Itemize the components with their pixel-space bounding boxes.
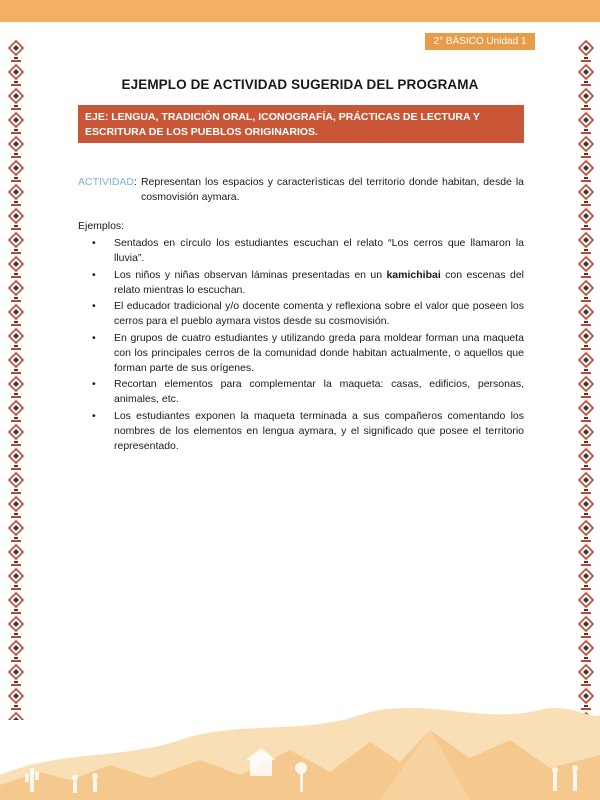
- ejemplos-title: Ejemplos:: [78, 220, 125, 232]
- unit-badge: 2° BÁSICO Unidad 1: [425, 33, 535, 50]
- top-band: [0, 0, 600, 22]
- actividad-block: [78, 175, 524, 204]
- ejemplos-list: [78, 236, 524, 455]
- actividad-label-wrap: [78, 175, 137, 204]
- actividad-separator: :: [134, 176, 137, 188]
- list-item: • El educador tradicional y/o docente comenta y reflexiona sobre el valor que poseen los cerros para el pueblo aymara vistos desde su cosmovisión.: [78, 299, 524, 329]
- eje-box: EJE: LENGUA, TRADICIÓN ORAL, ICONOGRAFÍA, PRÁCTICAS DE LECTURA Y ESCRITURA DE LOS PUEBLOS ORIGINARIOS.: [78, 105, 524, 143]
- list-item: • Sentados en círculo los estudiantes escuchan el relato “Los cerros que llamaron la lluvia”.: [78, 236, 524, 266]
- footer-landscape-illustration: [0, 680, 600, 800]
- list-item: • Recortan elementos para complementar la maqueta: casas, edificios, personas, animales, etc.: [78, 377, 524, 407]
- actividad-text: Representan los espacios y características del territorio donde habitan, desde la cosmovisión aymara.: [140, 176, 524, 203]
- list-item-text: con escenas del relato mientras lo escuchan.: [114, 268, 524, 296]
- right-decorative-border: [577, 40, 595, 720]
- list-item: • Los estudiantes exponen la maqueta terminada a sus compañeros comentando los nombres de los elementos en lengua aymara, y el significado que posee el territorio representado.: [78, 409, 524, 454]
- list-item: [78, 268, 524, 298]
- kamichibai-term: kamichibai: [386, 268, 441, 281]
- list-item-text: Los niños y niñas observan láminas presentadas en un: [114, 268, 387, 281]
- list-item: • En grupos de cuatro estudiantes y utilizando greda para moldear forman una maqueta con los principales cerros de la comunidad donde habitan actualmente, o aquellos que forman parte de sus orígenes.: [78, 331, 524, 376]
- left-decorative-border: [7, 40, 25, 720]
- actividad-label: ACTIVIDAD: [78, 176, 135, 188]
- page-title: EJEMPLO DE ACTIVIDAD SUGERIDA DEL PROGRAMA: [121, 77, 479, 92]
